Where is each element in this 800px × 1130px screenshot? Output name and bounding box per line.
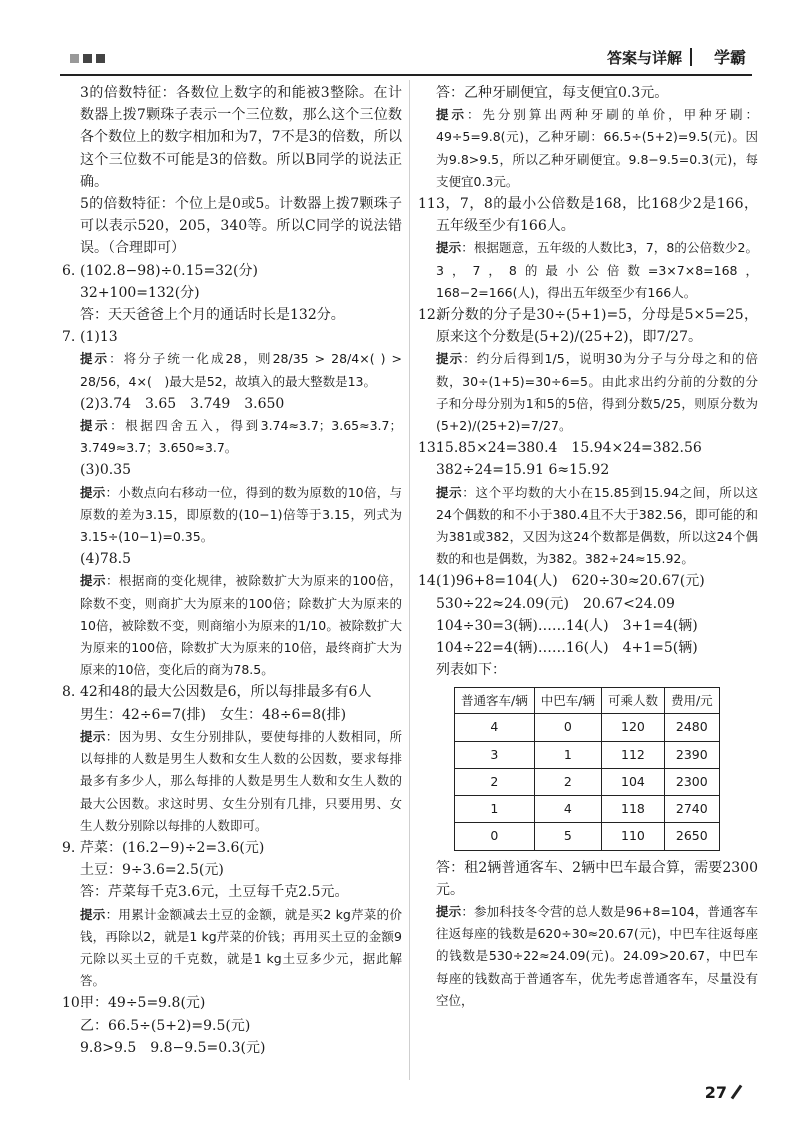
line-text: 答：天天爸爸上个月的通话时长是132分。 bbox=[80, 307, 345, 324]
answer-line bbox=[418, 437, 758, 459]
question-number: 9. bbox=[62, 839, 76, 856]
answer-line bbox=[418, 570, 758, 592]
table-row bbox=[455, 714, 720, 741]
line-text: ：根据四舍五入，得到3.74≈3.7；3.65≈3.7；3.749≈3.7；3.650≈3.7。 bbox=[80, 418, 402, 456]
header-brand-logo: 学霸 bbox=[713, 48, 746, 67]
answer-line bbox=[418, 304, 758, 348]
hint-paragraph bbox=[418, 482, 758, 571]
hint-label: 提示 bbox=[436, 107, 467, 123]
table-cell: 0 bbox=[534, 714, 601, 741]
header-separator bbox=[690, 48, 692, 66]
line-text: ：根据商的变化规律，被除数扩大为原来的100倍，除数不变，则商扩大为原来的100倍；除数扩大为原来的10倍，被除数不变，则商缩小为原来的1/10。被除数扩大为原来的100倍，除数扩大为原来的10倍，最终商扩大为原来的10倍，变化后的商为78.5。 bbox=[80, 573, 402, 678]
hint-label: 提示 bbox=[436, 240, 462, 256]
line-text: 530÷22≈24.09(元) 20.67<24.09 bbox=[436, 595, 675, 612]
bus-fee-table bbox=[454, 687, 720, 850]
column-divider bbox=[409, 80, 410, 1080]
table-cell: 110 bbox=[601, 823, 664, 850]
table-header-row bbox=[455, 688, 720, 714]
line-text: 32+100=132(分) bbox=[80, 284, 200, 301]
header-title: 答案与详解 bbox=[606, 49, 682, 67]
table-cell: 2 bbox=[534, 768, 601, 795]
header-squares bbox=[70, 54, 105, 63]
line-text: ：参加科技冬令营的总人数是96+8=104，普通客车往返每座的钱数是620÷30≈20.67(元)，中巴车往返每座的钱数是530÷22≈24.09(元)。24.09>20.67，中巴车每座的钱数高于普通客车，优先考虑普通客车，尽量没有空位， bbox=[436, 903, 758, 1008]
hint-label: 提示 bbox=[436, 351, 464, 367]
answer-line bbox=[62, 681, 402, 703]
line-text: 答：乙种牙刷便宜，每支便宜0.3元。 bbox=[436, 85, 669, 101]
table-cell: 2300 bbox=[664, 768, 719, 795]
table-cell: 2740 bbox=[664, 796, 719, 823]
answer-line bbox=[418, 615, 758, 637]
answer-line bbox=[418, 637, 758, 659]
answer-line bbox=[62, 881, 402, 903]
hint-paragraph bbox=[418, 348, 758, 437]
answer-line bbox=[418, 857, 758, 901]
line-text: ：小数点向右移动一位，得到的数为原数的10倍，与原数的差为3.15，即原数的(10−1)倍等于3.15，列式为3.15÷(10−1)=0.35。 bbox=[80, 484, 402, 545]
question-number: 6. bbox=[62, 262, 76, 279]
question-number: 12. bbox=[418, 307, 441, 324]
question-number: 8. bbox=[62, 684, 76, 701]
question-number: 10. bbox=[62, 995, 85, 1012]
hint-paragraph bbox=[418, 901, 758, 1012]
line-text: ：这个平均数的大小在15.85到15.94之间，所以这24个偶数的和不小于380.4且不大于382.56，即可能的和为381或382，又因为这24个数都是偶数，所以这24个偶数的和也是偶数，为382。382÷24≈15.92。 bbox=[436, 484, 758, 567]
hint-paragraph bbox=[418, 237, 758, 304]
hint-paragraph bbox=[62, 904, 402, 993]
line-text: 芹菜：(16.2−9)÷2=3.6(元) bbox=[80, 839, 265, 856]
line-text: 男生：42÷6=7(排) 女生：48÷6=8(排) bbox=[80, 706, 347, 723]
line-text: ：约分后得到1/5，说明30为分子与分母之和的倍数，30÷(1+5)=30÷6=5。由此求出约分前的分数的分子和分母分别为1和5的5倍，得到分数5/25，则原分数为(5+2)/(25+2)=7/27。 bbox=[436, 351, 758, 434]
hint-paragraph bbox=[62, 482, 402, 549]
header-rule bbox=[60, 74, 752, 76]
answer-line bbox=[62, 193, 402, 260]
line-text: 甲：49÷5=9.8(元) bbox=[80, 995, 206, 1012]
table-cell: 120 bbox=[601, 714, 664, 741]
answer-line bbox=[62, 1037, 402, 1059]
pen-icon bbox=[731, 1085, 743, 1100]
table-cell: 2650 bbox=[664, 823, 719, 850]
table-cell: 118 bbox=[601, 796, 664, 823]
line-text: (4)78.5 bbox=[80, 551, 132, 568]
answer-line bbox=[418, 593, 758, 615]
line-text: 104÷30=3(辆)……14(人) 3+1=4(辆) bbox=[436, 617, 698, 634]
hint-label: 提示 bbox=[80, 418, 111, 434]
question-number: 11. bbox=[418, 196, 441, 213]
hint-label: 提示 bbox=[80, 484, 106, 500]
line-text: 新分数的分子是30÷(5+1)=5，分母是5×5=25，原来这个分数是(5+2)/(25+2)，即7/27。 bbox=[436, 307, 758, 346]
answer-line bbox=[62, 459, 402, 481]
answer-line bbox=[62, 304, 402, 326]
table-cell: 4 bbox=[534, 796, 601, 823]
hint-label: 提示 bbox=[80, 728, 106, 744]
line-text: 104÷22=4(辆)……16(人) 4+1=5(辆) bbox=[436, 640, 698, 657]
right-column bbox=[418, 82, 758, 1012]
right-column-bottom bbox=[418, 857, 758, 1012]
answer-line bbox=[62, 704, 402, 726]
page-number: 27 bbox=[704, 1083, 727, 1102]
hint-label: 提示 bbox=[436, 903, 462, 919]
question-number: 7. bbox=[62, 329, 76, 346]
line-text: (3)0.35 bbox=[80, 462, 132, 479]
table-cell: 5 bbox=[534, 823, 601, 850]
table-row bbox=[455, 796, 720, 823]
table-cell: 1 bbox=[455, 796, 535, 823]
answer-line bbox=[62, 548, 402, 570]
table-row bbox=[455, 823, 720, 850]
answer-line bbox=[62, 282, 402, 304]
left-column bbox=[62, 82, 402, 1059]
table-cell: 112 bbox=[601, 741, 664, 768]
hint-label: 提示 bbox=[80, 906, 106, 922]
answer-line bbox=[62, 82, 402, 193]
line-text: 3，7，8的最小公倍数是168，比168少2是166，五年级至少有166人。 bbox=[436, 196, 758, 235]
line-text: 列表如下： bbox=[436, 662, 506, 679]
line-text: 9.8>9.5 9.8−9.5=0.3(元) bbox=[80, 1039, 266, 1056]
answer-line bbox=[62, 859, 402, 881]
answer-line bbox=[62, 326, 402, 348]
line-text: 土豆：9÷3.6=2.5(元) bbox=[80, 862, 224, 879]
table-cell: 2480 bbox=[664, 714, 719, 741]
table-cell: 3 bbox=[455, 741, 535, 768]
table-cell: 4 bbox=[455, 714, 535, 741]
answer-line bbox=[62, 837, 402, 859]
answer-line bbox=[62, 393, 402, 415]
table-header-cell: 可乘人数 bbox=[601, 688, 664, 714]
line-text: ：先分别算出两种牙刷的单价，甲种牙刷：49÷5=9.8(元)，乙种牙刷：66.5÷(5+2)=9.5(元)。因为9.8>9.5，所以乙种牙刷便宜。9.8−9.5=0.3(元)，每支便宜0.3元。 bbox=[436, 107, 758, 189]
line-text: 乙：66.5÷(5+2)=9.5(元) bbox=[80, 1017, 251, 1034]
line-text: ：因为男、女生分别排队，要使每排的人数相同，所以每排的人数是男生人数和女生人数的公因数，要求每排最多有多少人，那么每排的人数是男生人数和女生人数的最大公因数。求这时男、女生分别有几排，只要用男、女生人数分别除以每排的人数即可。 bbox=[80, 728, 402, 833]
line-text: 3的倍数特征：各数位上数字的和能被3整除。在计数器上拨7颗珠子表示一个三位数，那么这个三位数各个数位上的数字相加和为7，7不是3的倍数，所以这个三位数不可能是3的倍数。所以B同学的说法正确。 bbox=[80, 85, 402, 190]
answer-line bbox=[418, 459, 758, 481]
page-footer bbox=[705, 1083, 738, 1102]
answer-line bbox=[418, 659, 758, 681]
answer-line bbox=[418, 193, 758, 237]
hint-paragraph bbox=[62, 726, 402, 837]
line-text: ：用累计金额减去土豆的金额，就是买2 kg芹菜的价钱，再除以2，就是1 kg芹菜的价钱；再用买土豆的金额9元除以买土豆的千克数，就是1 kg土豆多少元，据此解答。 bbox=[80, 906, 402, 989]
line-text: 42和48的最大公因数是6，所以每排最多有6人 bbox=[80, 684, 372, 701]
question-number: 13. bbox=[418, 440, 441, 457]
line-text: 答：芹菜每千克3.6元，土豆每千克2.5元。 bbox=[80, 884, 349, 901]
page-header bbox=[60, 44, 752, 72]
answer-line bbox=[62, 992, 402, 1014]
hint-label: 提示 bbox=[80, 351, 110, 367]
hint-paragraph bbox=[62, 348, 402, 392]
table-row bbox=[455, 741, 720, 768]
line-text: ：根据题意，五年级的人数比3，7，8的公倍数少2。3，7，8的最小公倍数=3×7×8=168，168−2=166(人)，得出五年级至少有166人。 bbox=[436, 240, 758, 300]
table-body bbox=[455, 714, 720, 850]
table-cell: 1 bbox=[534, 741, 601, 768]
table-cell: 2390 bbox=[664, 741, 719, 768]
table-cell: 0 bbox=[455, 823, 535, 850]
hint-paragraph bbox=[62, 415, 402, 459]
table-header-cell: 普通客车/辆 bbox=[455, 688, 535, 714]
table-header-cell: 中巴车/辆 bbox=[534, 688, 601, 714]
line-text: (2)3.74 3.65 3.749 3.650 bbox=[80, 395, 285, 412]
line-text: 382÷24=15.91 6≈15.92 bbox=[436, 462, 610, 479]
line-text: (1)96+8=104(人) 620÷30≈20.67(元) bbox=[436, 573, 705, 590]
line-text: 15.85×24=380.4 15.94×24=382.56 bbox=[436, 440, 702, 457]
table-cell: 104 bbox=[601, 768, 664, 795]
answer-line bbox=[418, 82, 758, 104]
line-text: 答：租2辆普通客车、2辆中巴车最合算，需要2300元。 bbox=[436, 859, 758, 898]
line-text: ：将分子统一化成28，则28/35 > 28/4×( ) > 28/56，4×( )最大是52，故填入的最大整数是13。 bbox=[80, 351, 402, 389]
answer-line bbox=[62, 260, 402, 282]
question-number: 14. bbox=[418, 573, 441, 590]
hint-paragraph bbox=[62, 570, 402, 681]
hint-label: 提示 bbox=[80, 573, 106, 589]
line-text: (102.8−98)÷0.15=32(分) bbox=[80, 262, 258, 279]
right-column-top bbox=[418, 82, 758, 681]
table-header-cell: 费用/元 bbox=[664, 688, 719, 714]
table-cell: 2 bbox=[455, 768, 535, 795]
table-row bbox=[455, 768, 720, 795]
answer-line bbox=[62, 1015, 402, 1037]
hint-paragraph bbox=[418, 104, 758, 193]
hint-label: 提示 bbox=[436, 484, 463, 500]
line-text: (1)13 bbox=[80, 329, 118, 346]
line-text: 5的倍数特征：个位上是0或5。计数器上拨7颗珠子可以表示520，205，340等。所以C同学的说法错误。（合理即可） bbox=[80, 196, 402, 257]
